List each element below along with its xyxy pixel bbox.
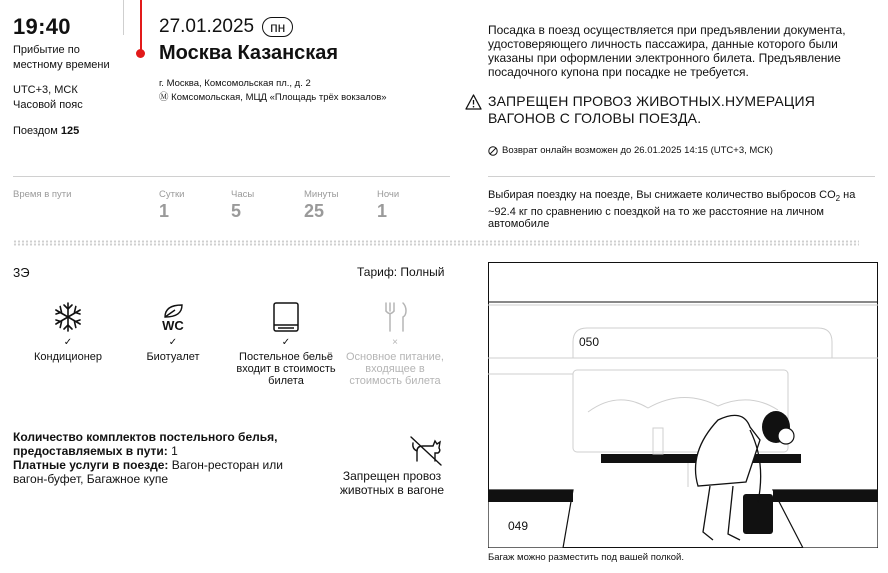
no-animals-block xyxy=(333,433,451,497)
refund-info xyxy=(488,145,773,156)
amenity-mark: ✓ xyxy=(63,337,73,348)
upper-berth-number: 050 xyxy=(579,335,600,349)
station-name: Москва Казанская xyxy=(159,42,339,64)
amenity-label: Постельное бельё входит в стоимость билета xyxy=(236,351,336,387)
boarding-notice: Посадка в поезд осуществляется при предъявлении документа, удостоверяющего личность пассажира, данные которого были указаны при оформлении электронного билета. Предъявление посадочного купона при посадке не требуется. xyxy=(488,23,846,79)
bedding-count xyxy=(13,430,303,458)
date-row xyxy=(159,16,293,38)
leaf-icon xyxy=(162,303,184,319)
timeline-divider xyxy=(123,0,124,35)
trip-date: 27.01.2025 xyxy=(159,16,255,37)
duration-item-label: Ночи xyxy=(377,189,400,200)
tariff-value: Полный xyxy=(400,265,445,279)
refund-text: Возврат онлайн возможен до 26.01.2025 14:15 (UTC+3, МСК) xyxy=(502,145,773,156)
duration-hours xyxy=(231,189,254,222)
duration-item-label: Сутки xyxy=(159,189,185,200)
eco-subscript: 2 xyxy=(835,194,841,204)
weekday-badge: пн xyxy=(262,17,293,37)
bedding-info xyxy=(13,430,303,486)
metro-stations: Комсомольская, МЦД «Площадь трёх вокзалов» xyxy=(171,92,387,103)
duration-item-value: 5 xyxy=(231,201,242,221)
train-info xyxy=(13,124,79,139)
warning-icon xyxy=(465,94,482,110)
paid-services-value: Вагон-ресторан или вагон-буфет, Багажное купе xyxy=(13,458,283,486)
eco-note xyxy=(488,189,878,231)
local-time-note xyxy=(13,43,110,73)
amenity-air-conditioning xyxy=(13,300,123,363)
eco-text-end: на ~92.4 кг по сравнению с поездкой на то же расстояние на личном автомобиле xyxy=(488,189,856,231)
metro-icon: Ⓜ xyxy=(159,92,169,103)
lower-berth-number: 049 xyxy=(508,519,529,533)
train-prefix: Поездом xyxy=(13,125,58,137)
no-animals-icon xyxy=(405,433,447,467)
amenity-mark: ✓ xyxy=(168,337,178,348)
no-entry-icon xyxy=(488,146,498,156)
wc-icon: WC xyxy=(162,317,184,333)
train-number: 125 xyxy=(60,125,80,137)
duration-minutes xyxy=(304,189,338,222)
snowflake-icon xyxy=(52,301,84,333)
station-address-block xyxy=(159,77,387,105)
warning-block xyxy=(465,93,868,127)
local-time-line-2: местному времени xyxy=(13,59,110,71)
station-address: г. Москва, Комсомольская пл., д. 2 xyxy=(159,78,311,89)
duration-item-value: 1 xyxy=(159,201,170,221)
ticket-perforation xyxy=(13,240,859,246)
eco-text-start: Выбирая поездку на поезде, Вы снижаете количество выбросов CO xyxy=(488,189,836,201)
departure-time: 19:40 xyxy=(13,14,71,39)
local-time-line-1: Прибытие по xyxy=(13,44,80,56)
warning-text: ЗАПРЕЩЕН ПРОВОЗ ЖИВОТНЫХ.НУМЕРАЦИЯ ВАГОНОВ С ГОЛОВЫ ПОЕЗДА. xyxy=(488,93,816,126)
paid-services-label: Платные услуги в поезде: xyxy=(13,458,169,472)
amenity-meals xyxy=(340,300,450,387)
duration-nights xyxy=(377,189,399,222)
illustration-caption: Багаж можно разместить под вашей полкой. xyxy=(488,552,684,563)
duration-item-value: 1 xyxy=(377,201,388,221)
amenity-wc xyxy=(118,300,228,363)
tariff xyxy=(357,265,444,279)
duration-item-label: Минуты xyxy=(304,189,339,200)
no-animals-text: Запрещен провоз животных в вагоне xyxy=(339,469,445,497)
route-line xyxy=(140,0,142,50)
divider-right xyxy=(488,176,875,177)
paid-services xyxy=(13,458,303,486)
amenity-bedding xyxy=(231,300,341,387)
divider-left xyxy=(13,176,450,177)
amenity-mark: ✓ xyxy=(281,337,291,348)
amenity-label: Кондиционер xyxy=(33,351,103,363)
duration-days xyxy=(159,189,184,222)
amenity-label: Биотуалет xyxy=(146,351,200,363)
timezone-info xyxy=(13,83,83,113)
duration-label: Время в пути xyxy=(13,189,72,200)
bedding-icon xyxy=(272,301,300,333)
bedding-count-label: Количество комплектов постельного белья, предоставляемых в пути: xyxy=(13,430,278,458)
amenity-label: Основное питание, входящее в стоимость билета xyxy=(346,351,444,387)
timezone-value: UTC+3, МСК xyxy=(13,84,78,96)
timezone-label: Часовой пояс xyxy=(13,99,83,111)
bedding-count-value: 1 xyxy=(171,444,178,458)
car-class: 3Э xyxy=(13,265,30,280)
amenity-mark: × xyxy=(392,337,398,348)
fork-knife-icon xyxy=(381,301,409,333)
route-dot xyxy=(136,49,145,58)
compartment-illustration xyxy=(488,262,878,548)
tariff-label: Тариф: xyxy=(357,265,398,279)
metro-line xyxy=(159,91,387,105)
duration-item-value: 25 xyxy=(304,201,325,221)
duration-item-label: Часы xyxy=(231,189,255,200)
